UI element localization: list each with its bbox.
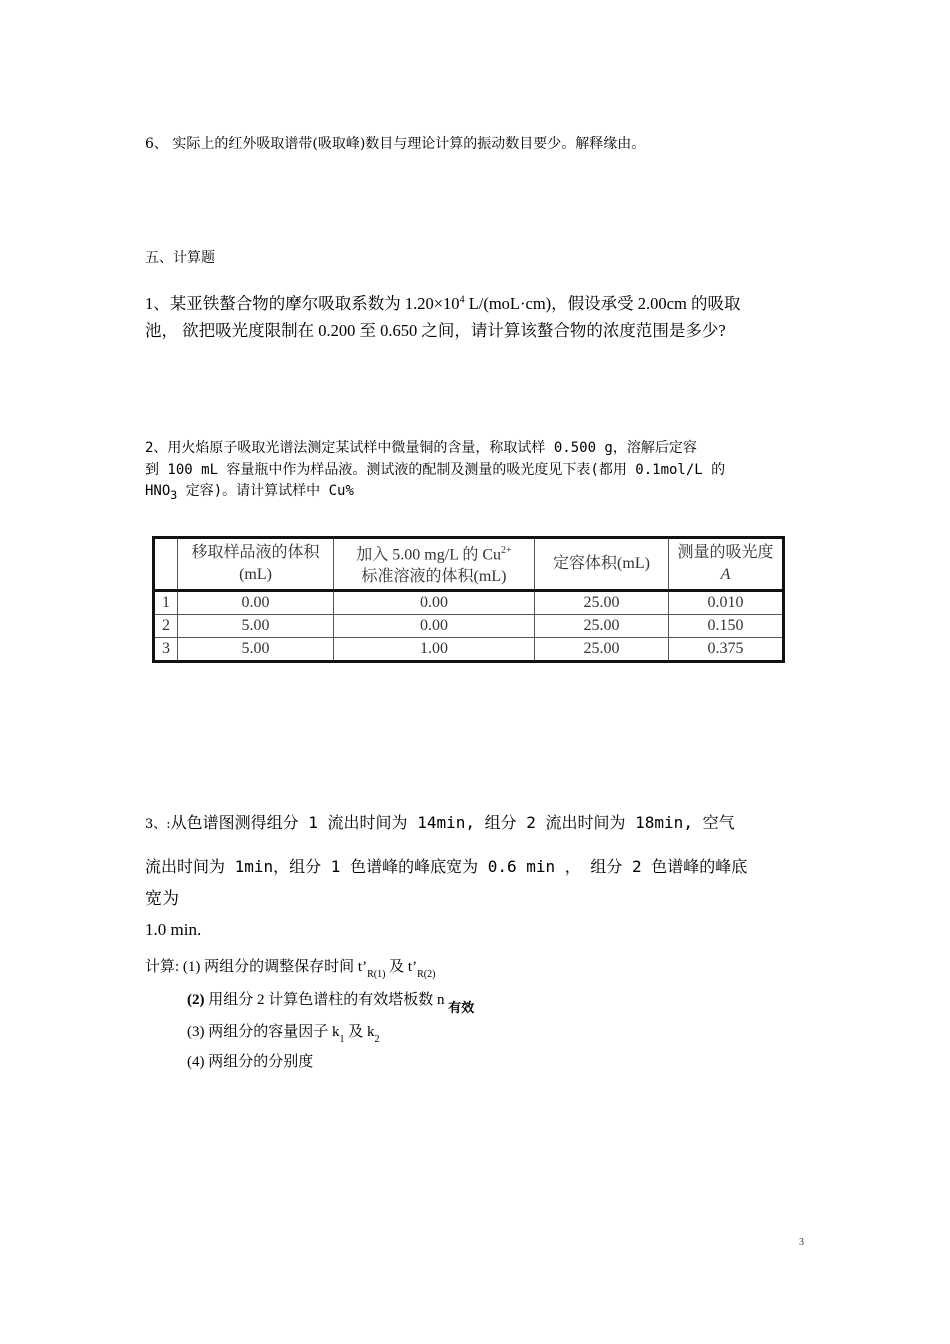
section-heading: 五、计算题 [145,250,215,266]
table-row [154,591,784,615]
calc-2: (2) 用组分 2 计算色谱柱的有效塔板数 n 有效 [187,992,475,1016]
calc-1: 计算: (1) 两组分的调整保存时间 $t’_{R(1)}$ 及 $t’_{R(2)}$ [145,959,436,980]
table-cell: 2 [154,615,178,638]
table-cell: 0.00 [178,591,334,615]
q2-line2: 到 100 mL 容量瓶中作为样品液。测试液的配制及测量的吸光度见下表(都用 0.1mol/L 的 [145,462,726,478]
table-cell: 0.010 [669,591,784,615]
q2-line1: 2、用火焰原子吸取光谱法测定某试样中微量铜的含量，称取试样 0.500 g，溶解后定容 [145,440,697,456]
q3-line2: 流出时间为 1min，组分 1 色谱峰的峰底宽为 0.6 min ， 组分 2 色谱峰的峰底 [145,857,748,876]
q2-line3 [145,480,354,502]
table-cell: 0.150 [669,615,784,638]
q1-line1 [145,290,740,314]
q3-text: 从色谱图测得组分 1 流出时间为 14min, 组分 2 流出时间为 18min, 空气 [170,813,735,832]
header-index [154,538,178,591]
table-cell: 0.00 [334,615,535,638]
absorbance-table [152,536,785,663]
q1-line2: 池， 欲把吸光度限制在 0.200 至 0.650 之间，请计算该螯合物的浓度范围是多少? [145,321,726,340]
table-cell: 1 [154,591,178,615]
table-cell: 3 [154,638,178,662]
table-cell: 5.00 [178,638,334,662]
table-cell: 25.00 [535,638,669,662]
table-row [154,638,784,662]
table-cell: 0.00 [334,591,535,615]
hno3-subscript: 3 [170,487,178,502]
calc-4: (4) 两组分的分别度 [187,1054,314,1070]
question-6: 6、 实际上的红外吸取谱带(吸取峰)数目与理论计算的振动数目要少。解释缘由。 [145,136,646,152]
table-cell: 25.00 [535,615,669,638]
q3-line4: 1.0 min. [145,920,202,939]
q3-number: 3、: [145,817,171,832]
q3-line3: 宽为 [145,889,179,909]
header-absorbance: 测量的吸光度 A [669,538,784,591]
header-standard-volume: 加入 5.00 mg/L 的 $Cu^{2+}$ 标准溶液的体积(mL) [334,538,535,591]
header-sample-volume: 移取样品液的体积 (mL) [178,538,334,591]
hno3: HNO [145,483,171,499]
table-cell: 5.00 [178,615,334,638]
q1-text-cont: L/(moL·cm)，假设承受 2.00cm 的吸取 [464,294,741,313]
table-cell: 25.00 [535,591,669,615]
q2-text: 定容)。请计算试样中 Cu% [177,483,354,499]
table-cell: 0.375 [669,638,784,662]
header-final-volume: 定容体积(mL) [535,538,669,591]
table-row [154,615,784,638]
q3-line1 [145,810,735,833]
table-cell: 1.00 [334,638,535,662]
q1-text: 1、某亚铁螯合物的摩尔吸取系数为 1.20×10 [145,294,460,313]
calc-3: (3) 两组分的容量因子 $k_1$ 及 $k_2$ [187,1024,380,1045]
page-number: 3 [799,1237,804,1248]
q1-exponent: 4 [459,294,465,306]
